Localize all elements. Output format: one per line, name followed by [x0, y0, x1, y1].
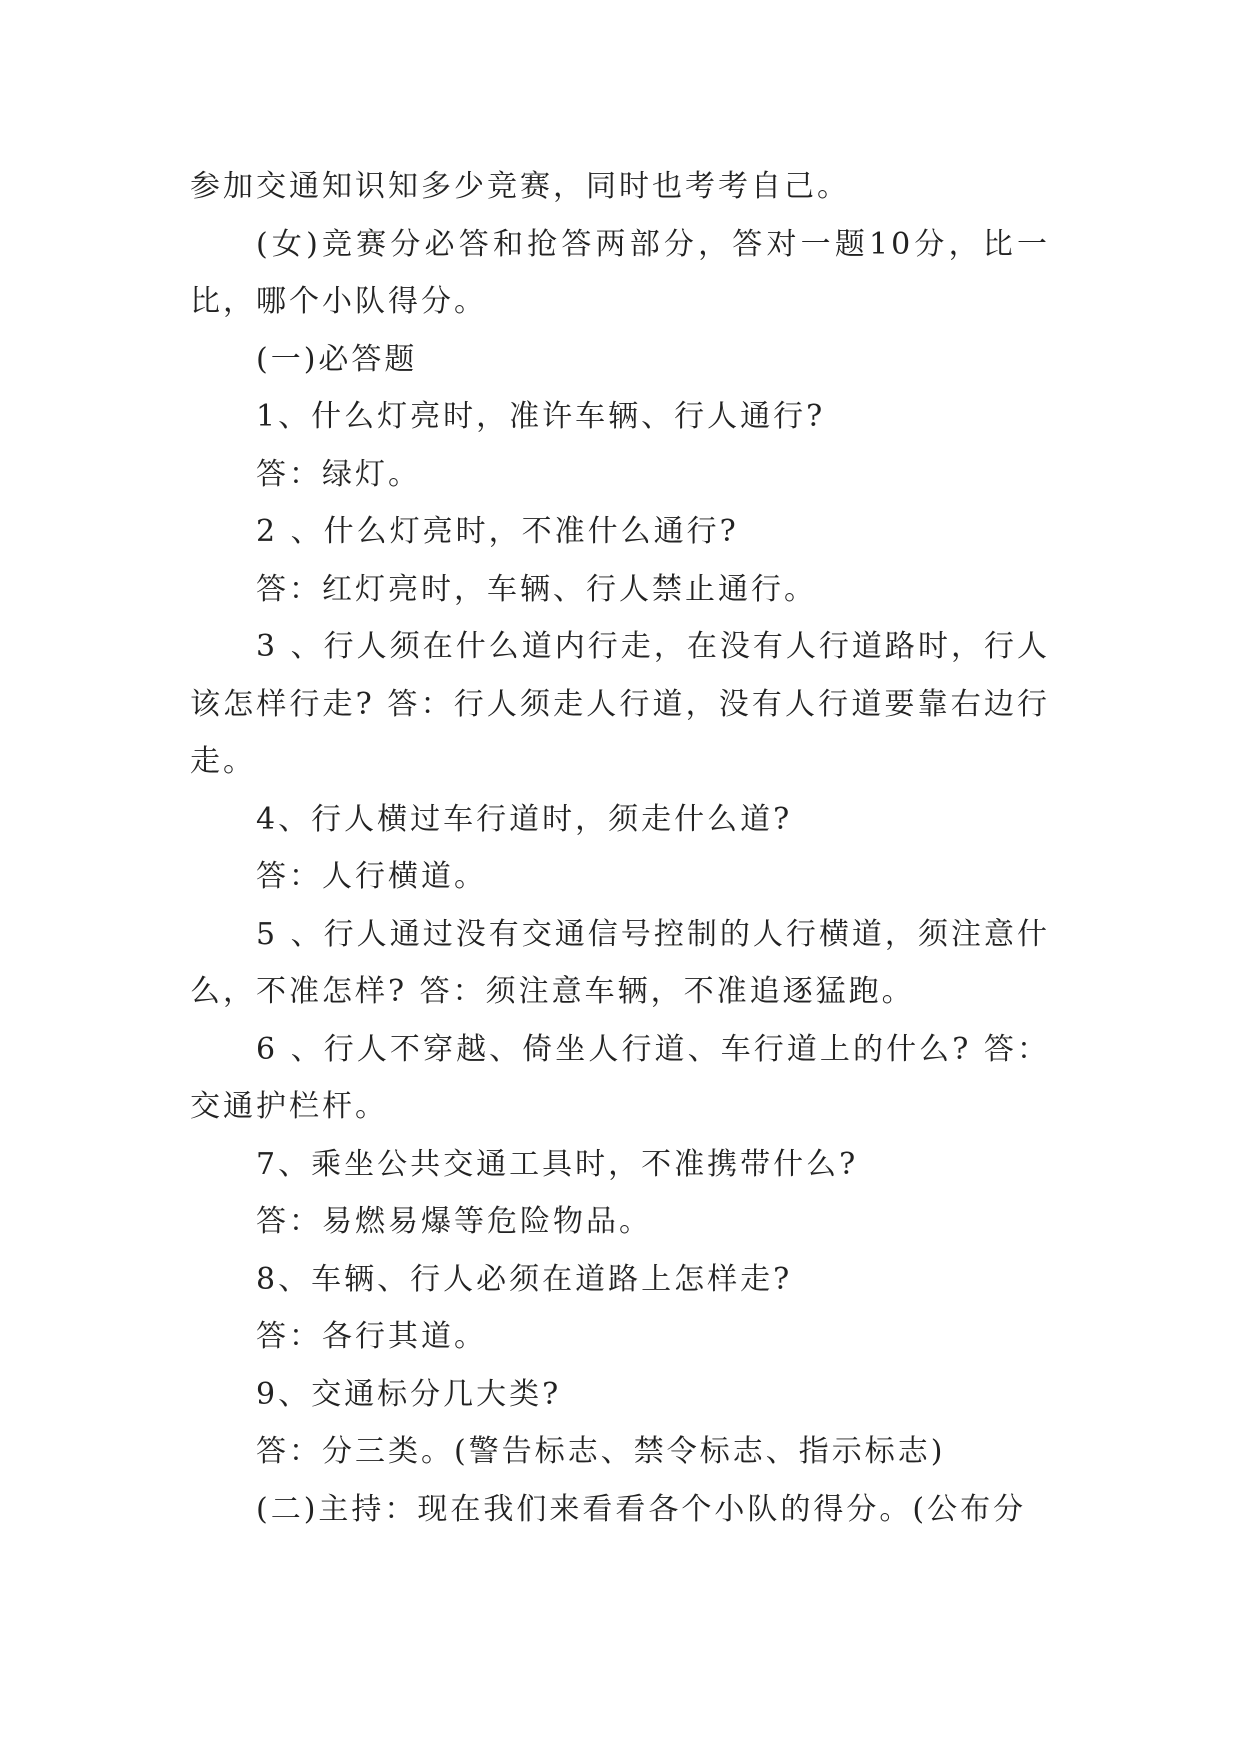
document-body [190, 158, 1050, 1538]
question-answer-5: 5 、行人通过没有交通信号控制的人行横道，须注意什么，不准怎样? 答：须注意车辆，不准追逐猛跑。 [190, 916, 1050, 1009]
section-heading-required-questions: (一)必答题 [256, 341, 418, 377]
answer-8: 答：各行其道。 [256, 1319, 487, 1354]
paragraph-competition-rules: (女)竞赛分必答和抢答两部分，答对一题10分，比一比，哪个小队得分。 [190, 226, 1050, 319]
question-answer-6: 6 、行人不穿越、倚坐人行道、车行道上的什么? 答：交通护栏杆。 [190, 1031, 1050, 1124]
question-1: 1、什么灯亮时，准许车辆、行人通行? [256, 399, 826, 434]
question-7: 7、乘坐公共交通工具时，不准携带什么? [256, 1146, 859, 1182]
section-heading-host-scores: (二)主持：现在我们来看看各个小队的得分。(公布分 [256, 1491, 1027, 1527]
question-answer-3: 3 、行人须在什么道内行走，在没有人行道路时，行人该怎样行走? 答：行人须走人行道，没有人行道要靠右边行走。 [190, 629, 1050, 779]
answer-2: 答：红灯亮时，车辆、行人禁止通行。 [256, 571, 817, 607]
question-2: 2 、什么灯亮时，不准什么通行? [256, 514, 739, 549]
answer-7: 答：易燃易爆等危险物品。 [256, 1204, 652, 1239]
question-9: 9、交通标分几大类? [256, 1376, 562, 1412]
question-8: 8、车辆、行人必须在道路上怎样走? [256, 1261, 793, 1297]
answer-4: 答：人行横道。 [256, 859, 487, 894]
answer-1: 答：绿灯。 [256, 456, 421, 492]
answer-9: 答：分三类。(警告标志、禁令标志、指示标志) [256, 1434, 946, 1469]
question-4: 4、行人横过车行道时，须走什么道? [256, 801, 793, 837]
paragraph-intro-continuation: 参加交通知识知多少竞赛，同时也考考自己。 [190, 169, 850, 204]
